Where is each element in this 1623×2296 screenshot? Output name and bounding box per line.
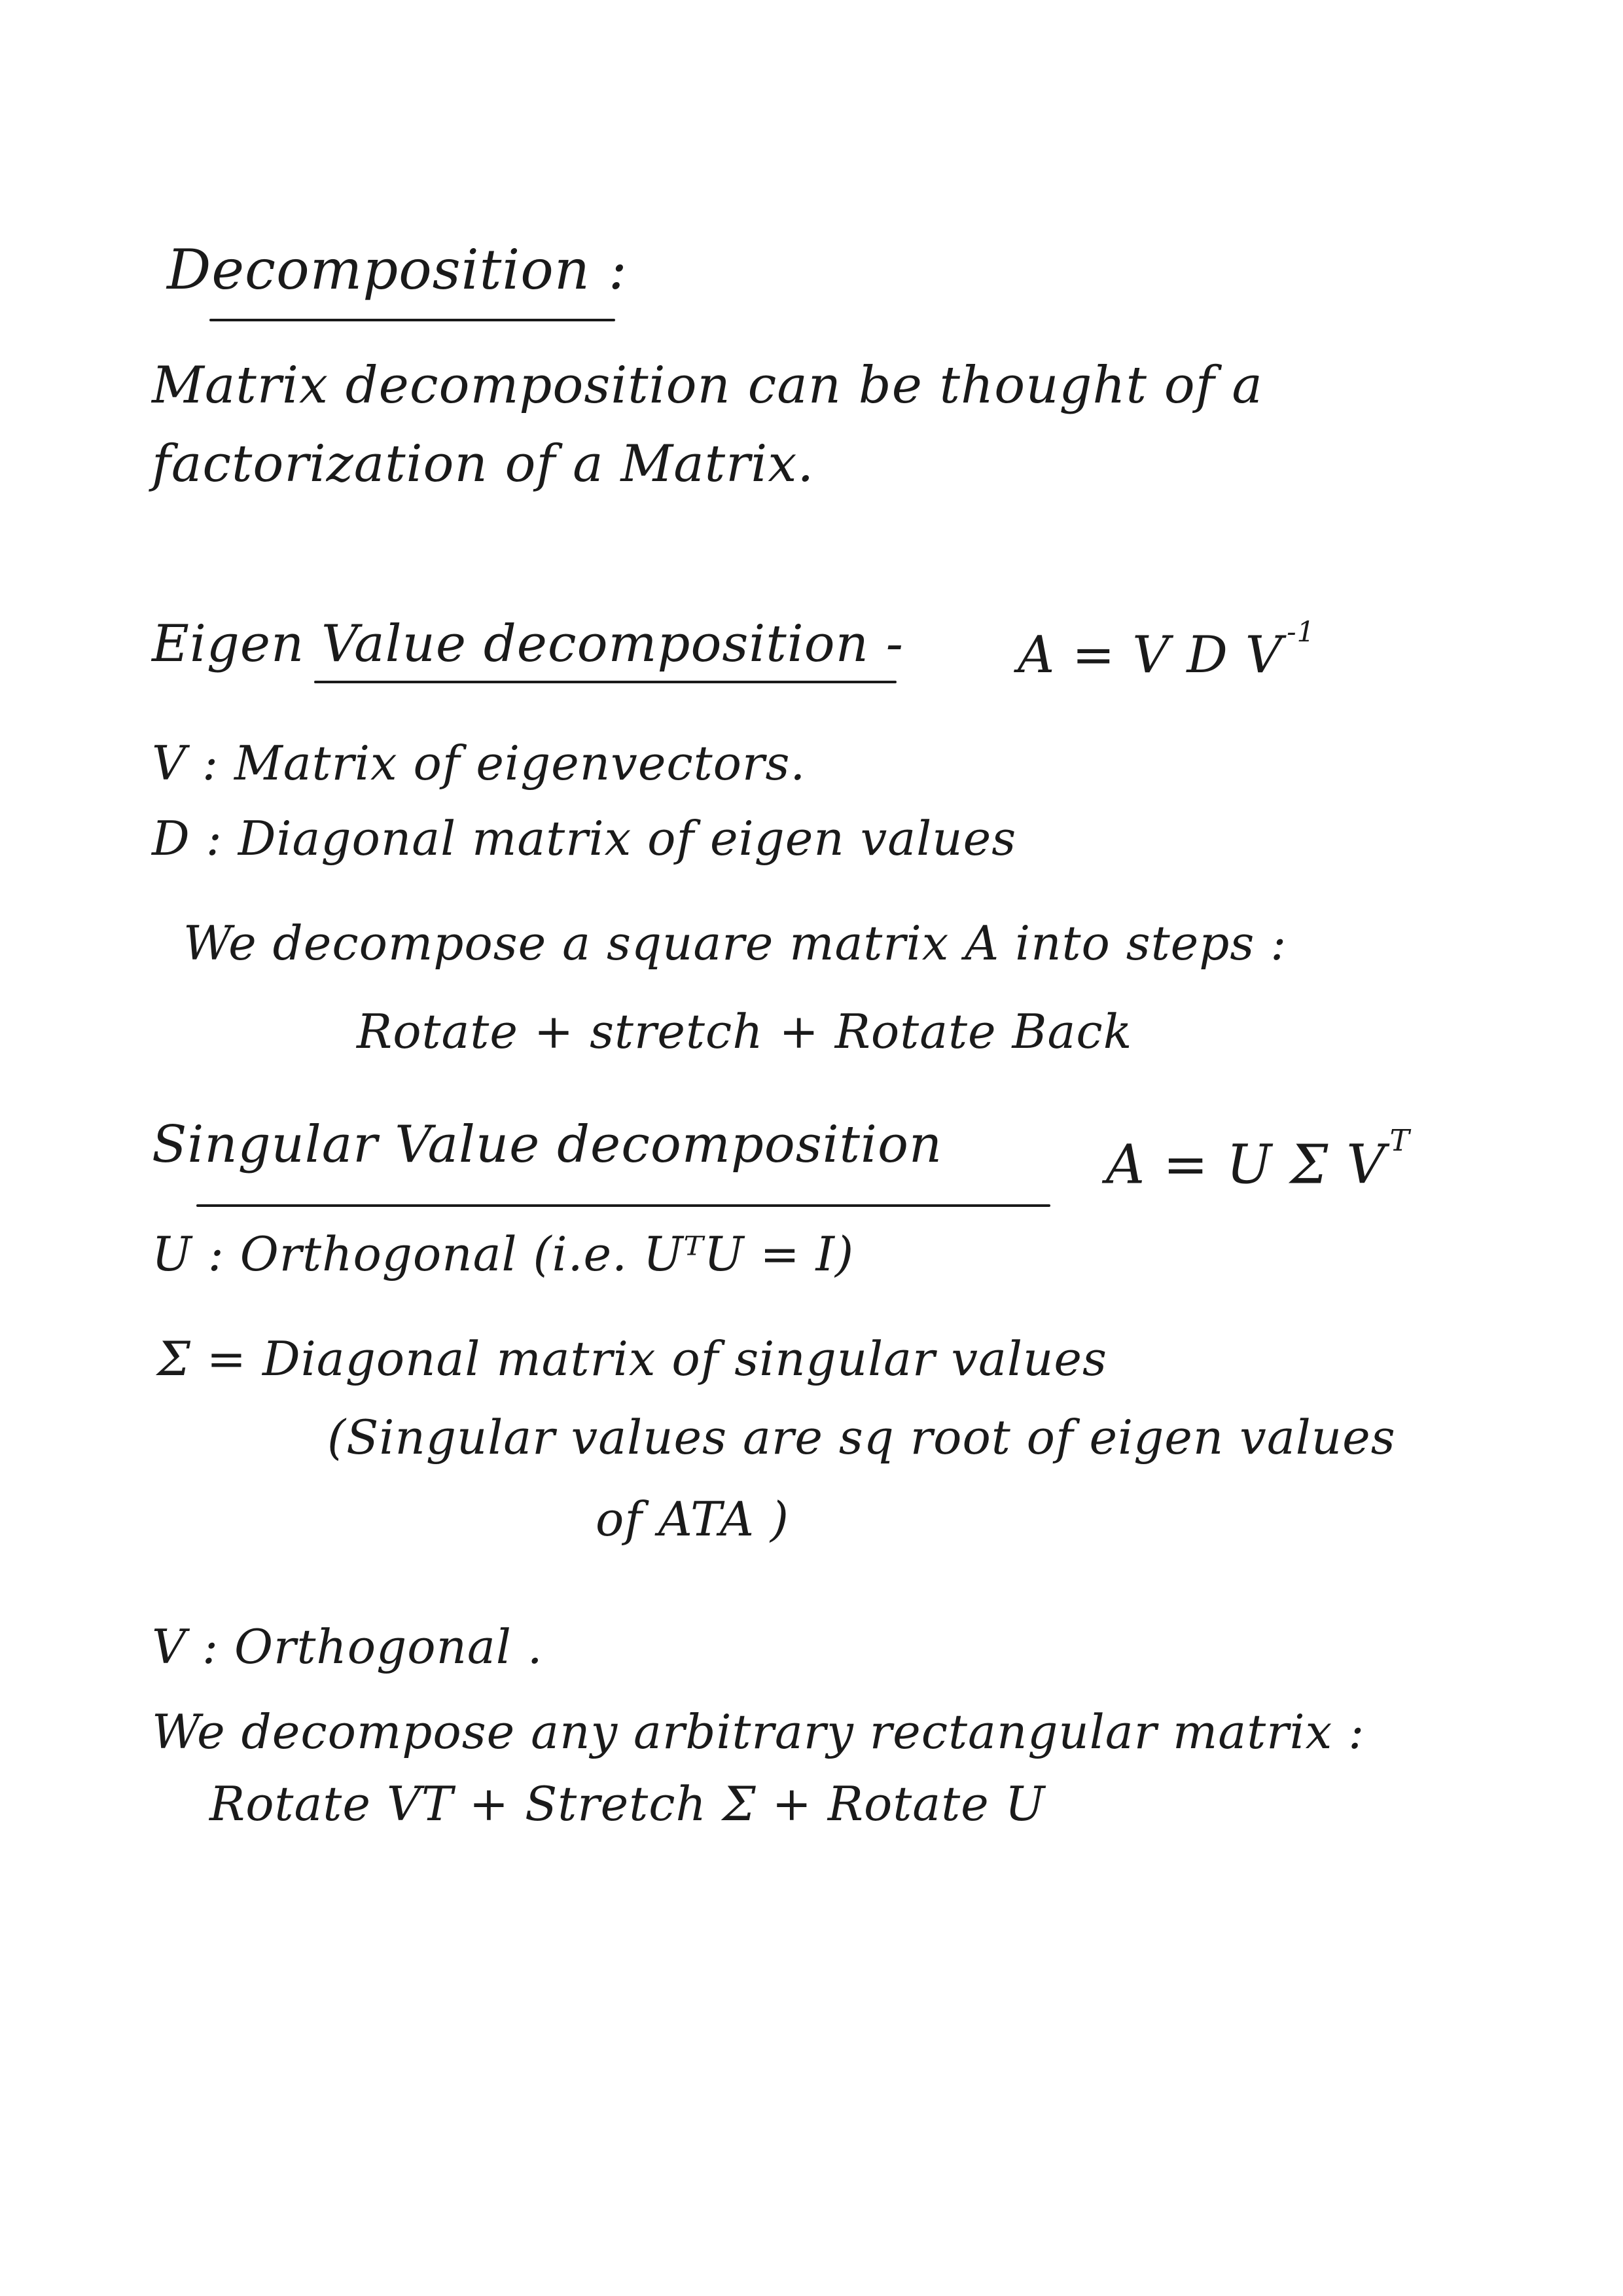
title-underline — [209, 319, 615, 321]
svd-v-definition: V : Orthogonal . — [152, 1619, 543, 1674]
svd-equation-text: A = U Σ V — [1106, 1134, 1386, 1196]
eigen-equation-superscript: -1 — [1287, 616, 1315, 649]
svd-equation-superscript: T — [1389, 1123, 1410, 1158]
eigen-v-definition: V : Matrix of eigenvectors. — [152, 736, 806, 791]
eigen-heading: Eigen Value decomposition - — [152, 615, 904, 673]
eigen-d-definition: D : Diagonal matrix of eigen values — [152, 811, 1017, 866]
svd-heading-underline — [196, 1204, 1050, 1207]
eigen-decompose-statement: We decompose a square matrix A into steps : — [183, 916, 1287, 971]
svd-decompose-statement: We decompose any arbitrary rectangular matrix : — [152, 1704, 1365, 1759]
eigen-heading-underline — [314, 681, 897, 683]
svd-singular-note: (Singular values are sq root of eigen values — [327, 1410, 1396, 1465]
svd-equation — [1106, 1123, 1410, 1196]
intro-line-2: factorization of a Matrix. — [152, 435, 815, 493]
svd-heading: Singular Value decomposition — [152, 1115, 943, 1174]
eigen-equation — [1018, 616, 1315, 685]
intro-line-1: Matrix decomposition can be thought of a — [152, 356, 1263, 415]
svd-steps: Rotate VT + Stretch Σ + Rotate U — [209, 1776, 1046, 1831]
page-title: Decomposition : — [167, 238, 628, 302]
svd-sigma-definition: Σ = Diagonal matrix of singular values — [157, 1331, 1107, 1386]
svd-u-definition: U : Orthogonal (i.e. UᵀU = I) — [152, 1227, 855, 1282]
eigen-steps: Rotate + stretch + Rotate Back — [357, 1004, 1133, 1059]
eigen-equation-text: A = V D V — [1018, 626, 1283, 685]
svd-ata-note: of ATA ) — [596, 1492, 789, 1547]
